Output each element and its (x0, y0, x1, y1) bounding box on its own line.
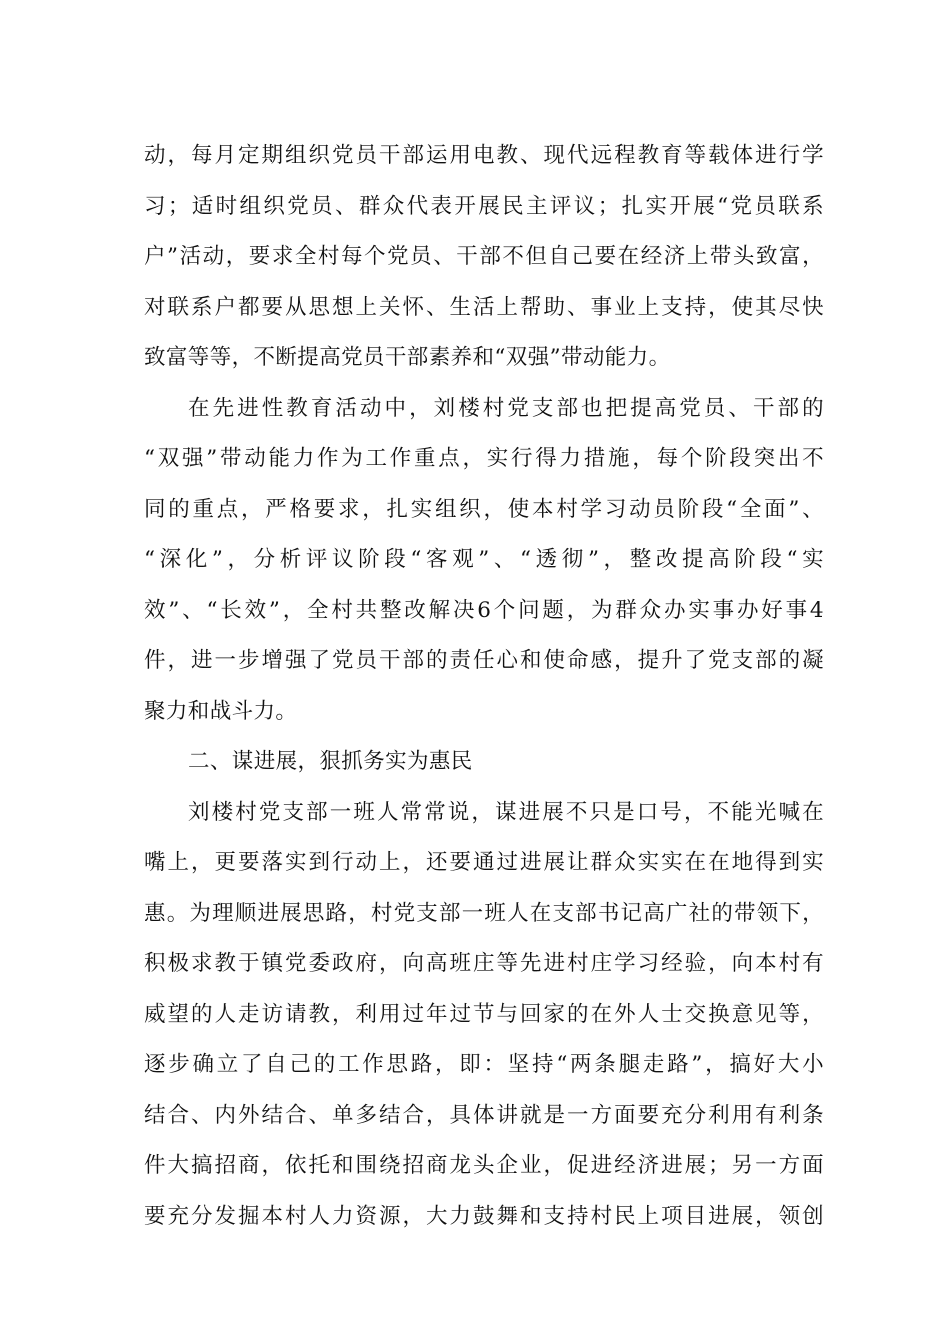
text-line-9: “深化”，分析评议阶段“客观”、“透彻”，整改提高阶段“实 (144, 547, 824, 572)
text-line-17: 积极求教于镇党委政府，向高班庄等先进村庄学习经验，向本村有 (144, 951, 824, 976)
text-line-15: 嘴上，更要落实到行动上，还要通过进展让群众实实在在地得到实 (144, 850, 824, 875)
text-line-22: 要充分发掘本村人力资源，大力鼓舞和支持村民上项目进展，领创 (144, 1203, 824, 1229)
text-line-6: 在先进性教育活动中，刘楼村党支部也把提高党员、干部的 (188, 395, 824, 421)
text-line-19: 逐步确立了自己的工作思路，即：坚持“两条腿走路”，搞好大小 (144, 1052, 824, 1077)
text-line-12: 聚力和战斗力。 (144, 698, 298, 724)
text-line-21: 件大搞招商，依托和围绕招商龙头企业，促进经济进展；另一方面 (144, 1153, 824, 1178)
section-heading: 二、谋进展，狠抓务实为惠民 (188, 749, 473, 774)
text-line-8: 同的重点，严格要求，扎实组织，使本村学习动员阶段“全面”、 (144, 496, 824, 522)
text-line-18: 威望的人走访请教，利用过年过节与回家的在外人士交换意见等， (144, 1001, 824, 1027)
text-line-14: 刘楼村党支部一班人常常说，谋进展不只是口号，不能光喊在 (188, 799, 824, 825)
text-line-2: 习；适时组织党员、群众代表开展民主评议；扎实开展“党员联系 (144, 193, 824, 219)
text-line-7: “双强”带动能力作为工作重点，实行得力措施，每个阶段突出不 (144, 446, 824, 471)
text-line-5: 致富等等，不断提高党员干部素养和“双强”带动能力。 (144, 345, 671, 370)
text-line-3: 户”活动，要求全村每个党员、干部不但自己要在经济上带头致富， (144, 244, 824, 269)
text-line-11: 件，进一步增强了党员干部的责任心和使命感，提升了党支部的凝 (144, 648, 824, 673)
text-line-1: 动，每月定期组织党员干部运用电教、现代远程教育等载体进行学 (144, 143, 824, 168)
text-line-20: 结合、内外结合、单多结合，具体讲就是一方面要充分利用有利条 (144, 1102, 824, 1128)
text-line-10: 效”、“长效”，全村共整改解决6个问题，为群众办实事办好事4 (144, 597, 824, 623)
document-body (144, 131, 824, 1242)
text-line-4: 对联系户都要从思想上关怀、生活上帮助、事业上支持，使其尽快 (144, 294, 824, 320)
text-line-16: 惠。为理顺进展思路，村党支部一班人在支部书记高广社的带领下， (144, 900, 824, 926)
